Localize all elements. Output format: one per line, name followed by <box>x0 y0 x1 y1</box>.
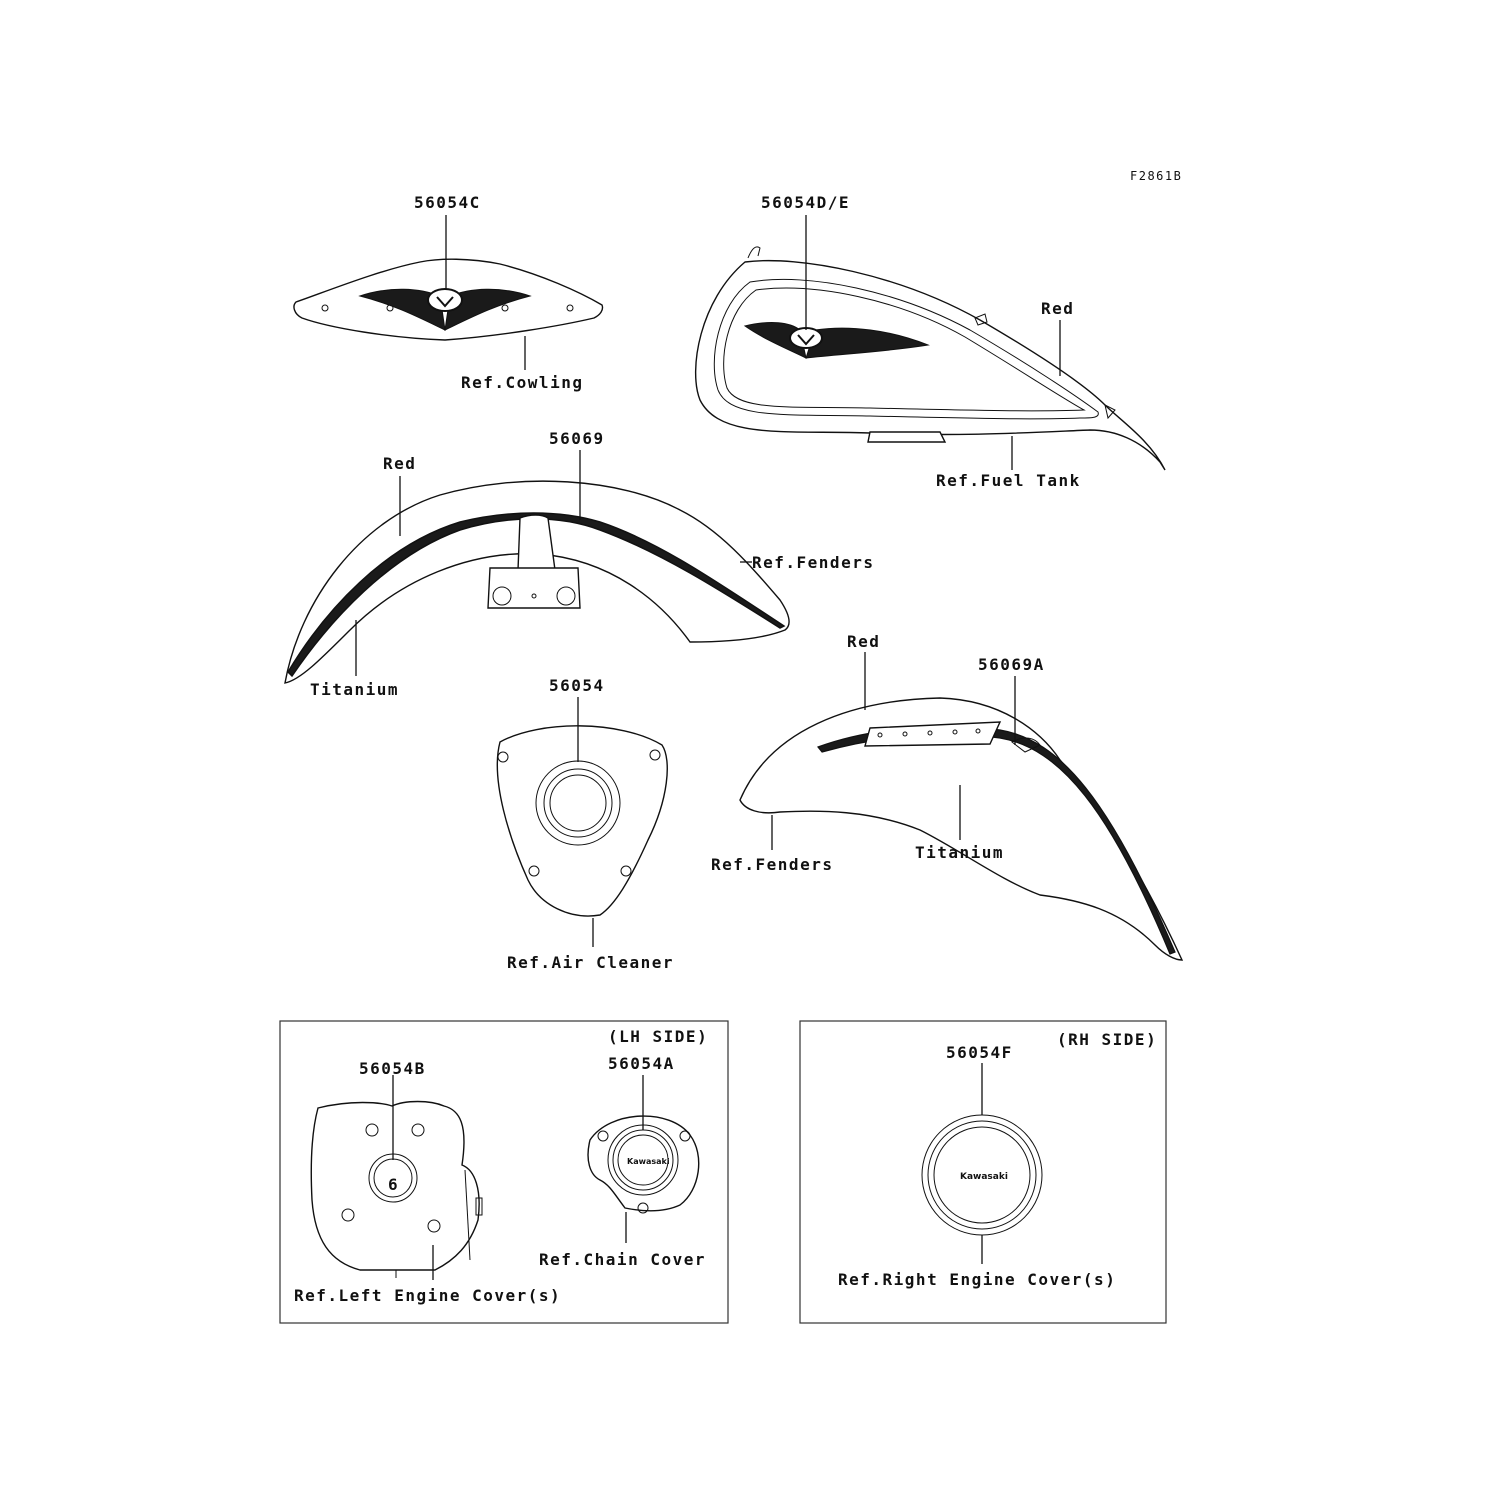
tank-color-label: Red <box>1041 299 1075 318</box>
rear-fender-color-bottom: Titanium <box>915 843 1005 862</box>
left-engine-cover-part <box>311 1102 482 1279</box>
right-engine-cover-logo: Kawasaki <box>960 1172 1008 1182</box>
right-engine-cover-part <box>922 1115 1042 1235</box>
chain-cover-part-no: 56054A <box>608 1054 675 1073</box>
rear-fender-ref-label: Ref.Fenders <box>711 855 834 874</box>
chain-cover-ref-label: Ref.Chain Cover <box>539 1250 706 1269</box>
front-fender-part-no: 56069 <box>549 429 605 448</box>
cowling-emblem-part-no: 56054C <box>414 193 481 212</box>
lh-side-title: (LH SIDE) <box>608 1027 709 1046</box>
front-fender-part <box>285 481 789 683</box>
left-engine-cover-ref-label: Ref.Left Engine Cover(s) <box>294 1286 562 1305</box>
chain-cover-part <box>588 1116 699 1213</box>
gauge-digit: 6 <box>388 1175 398 1194</box>
cowling-part <box>294 259 603 340</box>
front-fender-color-bottom: Titanium <box>310 680 400 699</box>
air-cleaner-part <box>497 726 667 916</box>
right-engine-cover-part-no: 56054F <box>946 1043 1013 1062</box>
front-fender-ref-label: Ref.Fenders <box>752 553 875 572</box>
air-cleaner-ref-label: Ref.Air Cleaner <box>507 953 674 972</box>
tank-ref-label: Ref.Fuel Tank <box>936 471 1081 490</box>
rh-side-title: (RH SIDE) <box>1057 1030 1158 1049</box>
rear-fender-part-no: 56069A <box>978 655 1045 674</box>
cowling-ref-label: Ref.Cowling <box>461 373 584 392</box>
tank-emblem-part-no: 56054D/E <box>761 193 851 212</box>
figure-code: F2861B <box>1130 169 1183 183</box>
front-fender-color-top: Red <box>383 454 417 473</box>
air-cleaner-part-no: 56054 <box>549 676 605 695</box>
fuel-tank-part <box>696 247 1165 470</box>
rear-fender-color-top: Red <box>847 632 881 651</box>
chain-cover-logo: Kawasaki <box>627 1157 670 1166</box>
rear-fender-part <box>740 698 1182 960</box>
right-engine-cover-ref-label: Ref.Right Engine Cover(s) <box>838 1270 1117 1289</box>
left-engine-cover-part-no: 56054B <box>359 1059 426 1078</box>
